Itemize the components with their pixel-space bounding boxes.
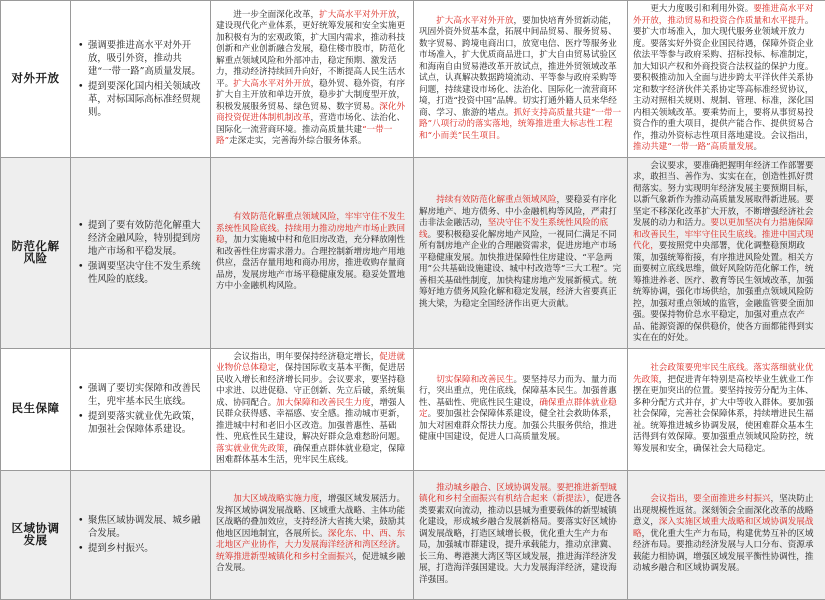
summary-cell — [71, 470, 211, 599]
body-text: 。要加强社会保障体系建设，健全社会救助体系，加大对困难群众帮扶力度。加强公共服务供给，推进健康中国建设，促进人口高质量发展。 — [419, 409, 617, 442]
body-text: ，坚决防止出现规模性返贫。深刻领会全面深化改革的战略意义， — [633, 494, 814, 527]
highlight-text: 扩大高水平对外开放 — [233, 79, 310, 89]
body-text: ，稳外贸、稳外资，有序扩大自主开放和单边开放，稳步扩大制度型开放，积极发展服务贸易、绿色贸易、数字贸易。 — [216, 79, 405, 112]
summary-bullet: • 提到乡村振兴。 — [88, 542, 205, 555]
highlight-text: 统筹推进新型城镇化和乡村全面振兴 — [216, 552, 354, 562]
text-cell-b — [414, 470, 628, 599]
highlight-text: 促进就业物价总体稳定 — [216, 352, 405, 374]
body-text: 进一步全面深化改革， — [233, 10, 319, 20]
body-text: ，要稳妥有序化解房地产、地方债务、中小金融机构等风险，严肃打击非法金融活动， — [419, 195, 617, 228]
table-row — [1, 1, 825, 158]
body-text: ，把促进青年特别是高校毕业生就业工作摆在更加突出的位置。要坚持按劳分配为主体、多种分配方式并存，扩大中等收入群体。要加强社会保障，完善社会保障体系，持续增进民生福祉。统筹推进城乡协调发展，使困难群众基本生活得到有效保障。要加强重点领域风险防控，统筹发展和安全，确保社会大局稳定。 — [633, 375, 814, 454]
body-text: 更大力度吸引和利用外资。 — [650, 4, 753, 14]
body-text: ，加力实施城中村和危旧房改造，充分释放刚性和改善性住房需求潜力。合理控制新增房地产用地供应，盘活存量用地和商办用房，推进收购存量商品房，发展房地产市场平稳健康发展。稳妥处置地方中小金融机构风险。 — [216, 235, 405, 291]
body-text: ，建设现代化产业体系，更好统筹发展和安全实施更加积极有为的宏观政策，扩大国内需求，推动科技创新和产业创新融合发展，稳住楼市股市，防范化解重点领域风险和外部冲击，稳定预期、激发活力，推动经济持续回升向好，不断提高人民生活水平。 — [216, 10, 405, 89]
body-text: ，确保重点群体就业稳定，保障困难群体基本生活，兜牢民生底线。 — [216, 444, 405, 466]
category-cell: 区域协调发展 — [1, 470, 71, 599]
summary-bullet: • 强调了要切实保障和改善民生，兜牢基本民生底线。 — [88, 382, 205, 408]
highlight-text: ，牢牢守住不发生系统性风险底线。持续用力推动房地产市场止跌回稳 — [216, 212, 405, 245]
text-cell-c — [628, 1, 825, 158]
summary-bullet: • 强调要坚决守住不发生系统性风险的底线。 — [88, 260, 205, 286]
body-text: 会议要求，要准确把握明年经济工作部署要求，敢担当、善作为、实实在在，创造性抓好贯彻落实。努力实现明年经济发展主要预期目标，以新气象新作为推动高质量发展取得新进展。要坚定不移深化改革扩大开放，不断增强经济社会发展的动力和活力。 — [633, 161, 813, 229]
summary-bullet: • 提到了要有效防范化解重大经济金融风险，特别提到房地产市场和平稳发展。 — [88, 219, 205, 258]
body-text: ，优化重大生产力布局，构建优势互补的区域经济布局。要推动经济发展与人口分布、资源承载能力相协调，增强区域发展平衡性协调性，推动城乡融合和区域协调发展。 — [633, 529, 814, 574]
highlight-text: 加大区域战略实施力度 — [233, 494, 319, 504]
highlight-text: 扩大高水平对外开放 — [319, 10, 396, 20]
body-text: 。要积极稳妥化解房地产风险，一视同仁满足不同所有制房地产企业的合理融资需求，促进房地产市场平稳健康发展。加快推进保障性住房建设、“平急两用”公共基础设施建设、城中村改造等“三大工程”。完善相关基础性制度，加快构建房地产发展新模式。统筹好地方债务风险化解和稳定发展，经济大省要真正挑大梁，为稳定全国经济作出更大贡献。 — [419, 230, 621, 309]
body-text: 。 — [396, 540, 405, 550]
highlight-text: 有效防范化解重点领域风险 — [233, 212, 336, 222]
text-cell-c — [628, 470, 825, 599]
table-row — [1, 470, 825, 599]
body-text: 。 — [754, 142, 763, 152]
highlight-text: “一带一路” — [216, 125, 392, 147]
body-text: ，增强区域发展活力。发挥区域协调发展战略、区域重大战略、主体功能区战略的叠加效应，支持经济大省挑大梁，鼓励其他地区因地制宜，各展所长。 — [216, 494, 405, 539]
summary-bullet: • 聚焦区域协调发展、城乡融合发展。 — [88, 514, 205, 540]
highlight-text: 坚决守住不发生系统性风险的底线 — [419, 218, 608, 240]
category-cell: 对外开放 — [1, 1, 71, 158]
highlight-text: 要以更加坚决有力措施保障和改善民生，牢牢守住民生底线。推进中国式现代化， — [633, 218, 814, 251]
highlight-text: 深化东、中、西、东北地区产业协作，大力发展海洋经济和湾区经济 — [216, 529, 405, 551]
text-cell-b — [414, 157, 628, 348]
text-cell-a — [211, 1, 414, 158]
summary-cell — [71, 157, 211, 348]
body-text: 会议指出，明年要保持经济稳定增长， — [233, 352, 379, 362]
highlight-text: 加大保障和改善民生力度 — [276, 398, 371, 408]
body-text: ，要加快培育外贸新动能，巩固外资外贸基本盘，拓展中间品贸易、服务贸易、数字贸易、跨境电商出口，放宽电信、医疗等服务业市场准入，扩大优质商品进口，扩大自由贸易试验区和海南自由贸易港改革开放试点，推进外贸领域改革试点，认真解决数据跨境流动、平等参与政府采购等问题，持续建设市场化、法治化、国际化一流营商环境，打造“投资中国”品牌。切实打通外籍人员来华经商、学习、旅游的堵点。 — [419, 16, 617, 118]
body-text: 走深走实，完善海外综合服务体系。 — [229, 136, 367, 146]
body-text: ，促进各类要素双向流动，推动以县城为重要载体的新型城镇化建设，形成城乡融合发展新格局。要落实好区域协调发展战略，打造区域增长极，优化重大生产力布局，加强城市群建设，提升承载能力，推动京津冀、长三角、粤港澳大湾区等区域发展，推进海洋经济发展，打造海洋强国建设。大力发展海洋经济，建设海洋强国。 — [419, 494, 621, 585]
summary-list — [76, 39, 205, 119]
body-text: 要按照党中央部署，优化调整稳预期政策，加强统筹衔接，有序推进风险处置。相关方面要树立底线思维，做好风险防范化解工作，统筹推进养老、医疗、教育等民生领域改革，加强统筹协调，强化市场供给，加强重点领域风险防控，加强对重点领域的监管，金融监管要全面加强。要保持物价总水平稳定，加强对重点农产品、能源资源的保供稳价，使各方面都能得到实实在在的好处。 — [633, 241, 813, 343]
highlight-text: 落实就业优先政策 — [216, 444, 285, 454]
text-cell-a — [211, 470, 414, 599]
summary-bullet: • 提到要落实就业优先政策，加强社会保障体系建设。 — [88, 410, 205, 436]
body-text: ，促进城乡融合发展。 — [216, 552, 405, 574]
summary-list — [76, 514, 205, 555]
body-text: 。要坚持尽力而为、量力而行，突出重点，兜住底线，保障基本民生。加强普惠性、基础性、兜底性民生建设， — [419, 375, 617, 408]
highlight-text: 社会政策要兜牢民生底线。落实落细就业优先政策 — [633, 363, 813, 385]
text-cell-c — [628, 348, 825, 470]
body-text: ，增强人民群众获得感、幸福感、安全感。推动城市更新，推进城中村和老旧小区改造。加强普惠性、基础性、兜底性民生建设，解决好群众急难愁盼问题。 — [216, 398, 405, 443]
highlight-text: 会议指出，要全面推进乡村振兴 — [650, 494, 770, 504]
text-cell-a — [211, 157, 414, 348]
summary-bullet: • 强调要推进高水平对外开放，吸引外资，推动共建“一带一路”高质量发展。 — [88, 39, 205, 78]
text-cell-b — [414, 348, 628, 470]
summary-bullet: • 提到要深化国内相关领域改革，对标国际高标准经贸规则。 — [88, 80, 205, 119]
highlight-text: 推动共建“一带一路”高质量发展 — [633, 142, 754, 152]
category-cell: 民生保障 — [1, 348, 71, 470]
highlight-text: 推动城乡融合、区域协调发展。要把推进新型城镇化和乡村全面振兴有机结合起来（新提法） — [419, 483, 617, 505]
summary-list — [76, 219, 205, 286]
highlight-text: 深化外商投资促进体制机制改革 — [216, 102, 405, 124]
text-cell-b — [414, 1, 628, 158]
highlight-text: 切实保障和改善民生 — [436, 375, 513, 385]
category-cell: 防范化解风险 — [1, 157, 71, 348]
table-row — [1, 157, 825, 348]
summary-cell — [71, 1, 211, 158]
highlight-text: 要推进高水平对外开放，推动贸易和投资合作质量和水平提升 — [633, 4, 814, 26]
table-row — [1, 348, 825, 470]
highlight-text: 确保重点群体就业稳定 — [419, 398, 617, 420]
summary-cell — [71, 348, 211, 470]
highlight-text: 深入实施区域重大战略和区域协调发展战略 — [633, 517, 814, 539]
body-text: ，营造市场化、法治化、国际化一流营商环境。推动高质量共建 — [216, 113, 405, 135]
body-text: ，保持国际收支基本平衡，促进居民收入增长和经济增长同步。会议要求，要坚持稳中求进、以进促稳、守正创新、先立后破，系统集成、协同配合。 — [216, 363, 405, 408]
highlight-text: 扩大高水平对外开放 — [436, 16, 513, 26]
body-text: 。要扩大市场准入，加大现代服务业领域开放力度。要落实好外资企业国民待遇，保障外资企业依法平等参与政府采购、招标投标、标准制定，加大知识产权和外商投资合法权益的保护力度。要积极推动加入全面与进步跨太平洋伙伴关系协定和数字经济伙伴关系协定等高标准经贸协议，主动对照相关规则、规制、管理、标准，深化国内相关领域改革。要乘势而上，要将从事贸易投资合作的重大项目，提供产能合作、提供贸易合作，推动外资标志性项目落地建设。会议指出， — [633, 16, 814, 141]
text-cell-c — [628, 157, 825, 348]
highlight-text: 抓好支持高质量共建“一带一路”八项行动的落实落地，统筹推进重大标志性工程和“小而美”民生项目。 — [419, 108, 621, 141]
summary-list — [76, 382, 205, 436]
text-cell-a — [211, 348, 414, 470]
highlight-text: 持续有效防范化解重点领域风险 — [436, 195, 556, 205]
